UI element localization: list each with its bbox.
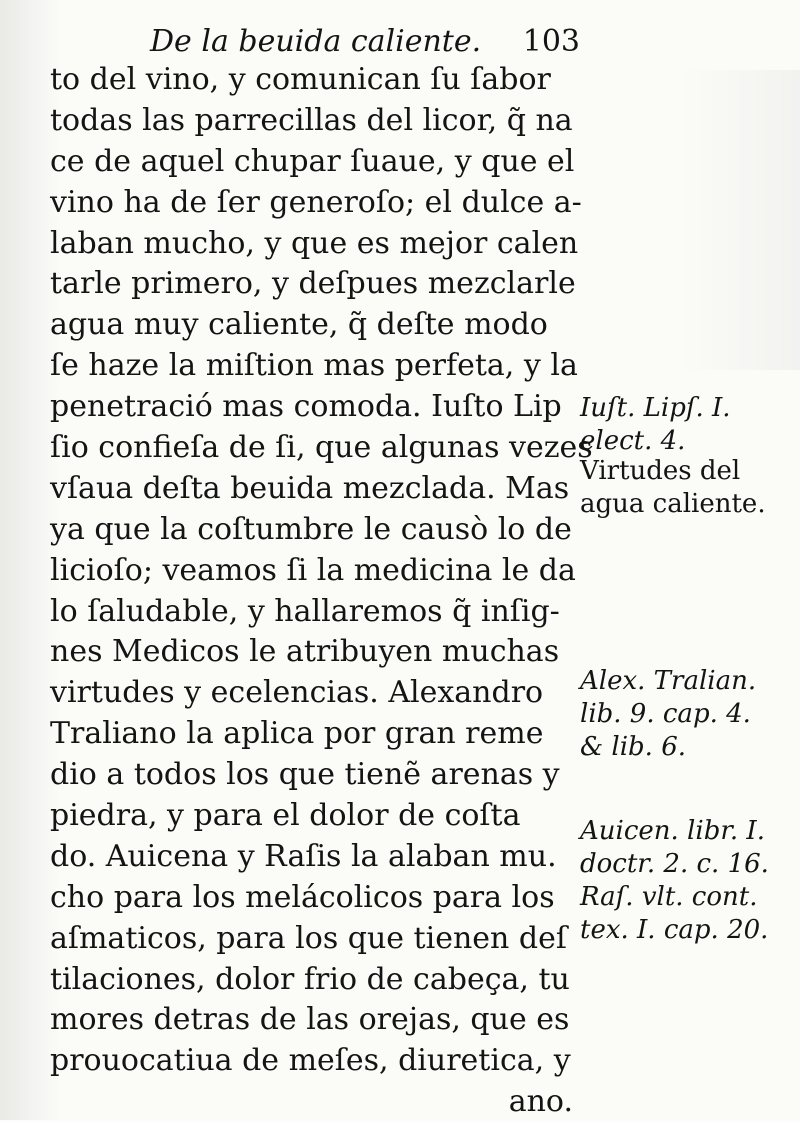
- text-line: todas las parrecillas del licor, q̃ na: [50, 102, 573, 138]
- text-line: laban mucho, y que es mejor calen: [50, 225, 579, 261]
- running-head-title: De la beuida caliente.: [150, 24, 482, 59]
- text-line: piedra, y para el dolor de coſta: [50, 798, 521, 834]
- marginal-note-line: doctr. 2. c. 16.: [580, 849, 769, 879]
- text-line: ano.: [508, 1084, 573, 1120]
- marginal-note-line: agua caliente.: [580, 489, 766, 519]
- marginal-note-line: lib. 9. cap. 4.: [580, 699, 751, 729]
- page-number: 103: [522, 24, 580, 59]
- bleed-through-shading: [680, 70, 800, 370]
- marginal-note: [580, 455, 795, 521]
- marginal-note-line: Auicen. libr. I.: [580, 816, 765, 846]
- text-line: ya que la coſtumbre le causò lo de: [50, 511, 572, 547]
- text-line: tarle primero, y deſpues mezclarle: [50, 266, 576, 302]
- marginal-note-line: tex. I. cap. 20.: [580, 915, 769, 945]
- text-line: prouocatiua de meſes, diuretica, y: [50, 1043, 571, 1079]
- text-line: do. Auicena y Raſis la alaban mu.: [50, 838, 557, 874]
- marginal-note-line: Alex. Tralian.: [580, 666, 757, 696]
- body-text-column: [50, 60, 593, 1123]
- text-line: to del vino, y comunican ſu ſabor: [50, 62, 551, 97]
- text-line: aſmaticos, para los que tienen deſ: [50, 920, 567, 956]
- text-line: ſio confieſa de ſi, que algunas vezes: [50, 430, 593, 466]
- text-line: penetració mas comoda. Iuſto Lip: [50, 389, 562, 425]
- marginal-note-line: elect. 4.: [580, 426, 686, 456]
- marginal-note-line: & lib. 6.: [580, 732, 687, 762]
- text-line: agua muy caliente, q̃ deſte modo: [50, 307, 548, 343]
- marginal-note-line: Virtudes del: [580, 456, 741, 486]
- marginal-note-line: Raſ. vlt. cont.: [580, 882, 758, 912]
- marginal-note: [580, 815, 795, 947]
- text-line: ce de aquel chupar ſuaue, y que el: [50, 143, 575, 179]
- text-line: virtudes y ecelencias. Alexandro: [50, 675, 544, 711]
- marginal-note: [580, 665, 795, 764]
- text-line: lo ſaludable, y hallaremos q̃ inſig-: [50, 593, 560, 629]
- text-line: nes Medicos le atribuyen muchas: [50, 634, 560, 670]
- marginal-note: [580, 392, 795, 458]
- text-line: cho para los melácolicos para los: [50, 879, 555, 915]
- marginal-note-line: Iuſt. Lipſ. I.: [580, 393, 731, 423]
- text-line: mores detras de las orejas, que es: [50, 1002, 570, 1038]
- text-line: tilaciones, dolor frio de cabeça, tu: [50, 961, 570, 997]
- text-line: Traliano la aplica por gran reme: [50, 716, 544, 752]
- text-line: ſe haze la miſtion mas perfeta, y la: [50, 348, 578, 384]
- running-head: [150, 22, 580, 62]
- text-line: dio a todos los que tienẽ arenas y: [50, 757, 560, 793]
- text-line: vſaua deſta beuida mezclada. Mas: [50, 470, 570, 506]
- text-line: licioſo; veamos ſi la medicina le da: [50, 552, 576, 588]
- text-line: vino ha de ſer generoſo; el dulce a-: [50, 184, 582, 220]
